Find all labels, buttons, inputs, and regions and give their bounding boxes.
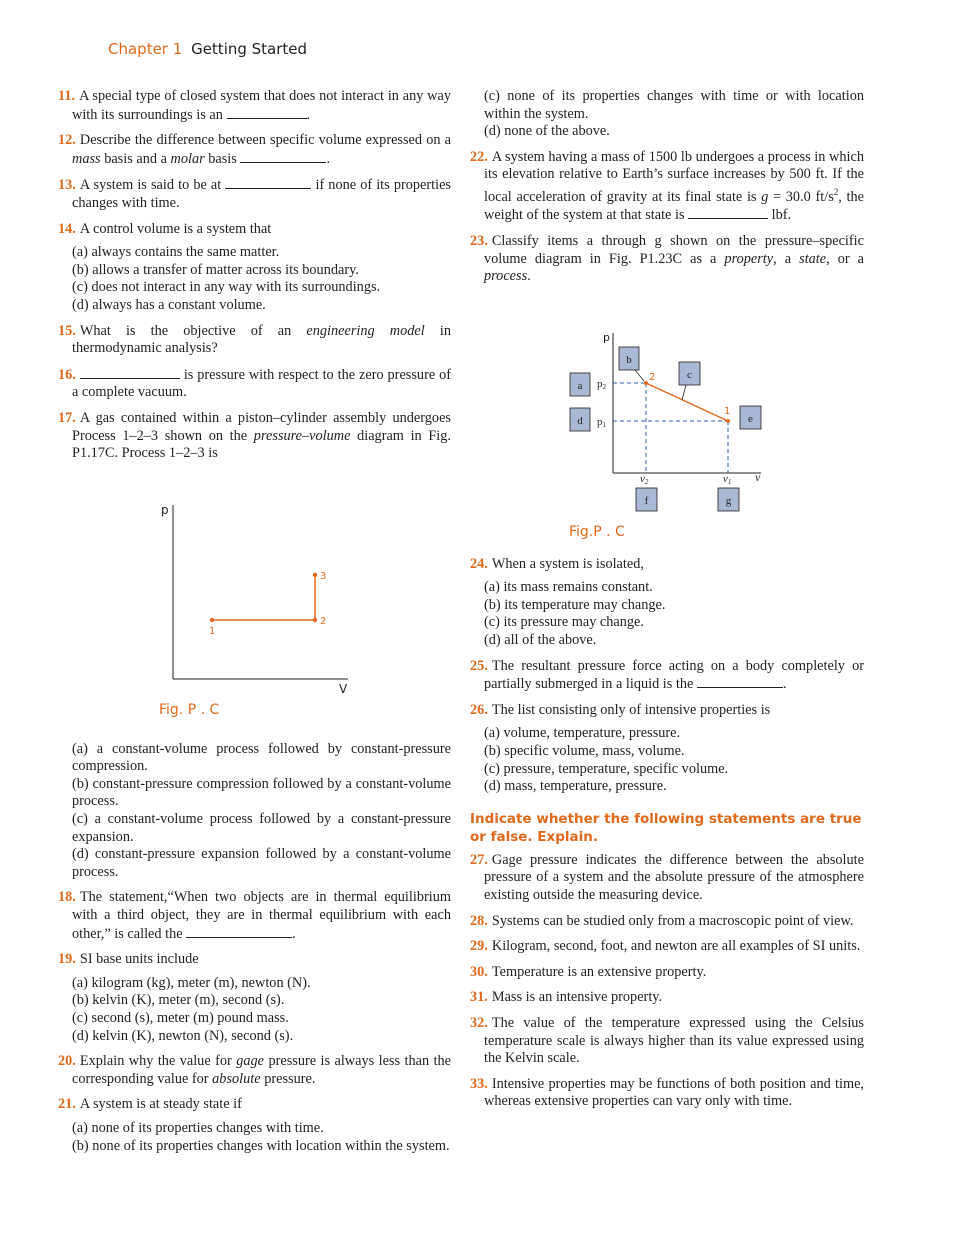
question-21: 21. A system is at steady state if <box>58 1096 242 1113</box>
question-11: 11. A special type of closed system that does not interact in any way with its surroundings is an . <box>58 88 451 123</box>
true-false-heading: Indicate whether the following statements are true or false. Explain. <box>470 810 862 845</box>
svg-text:g: g <box>725 494 732 507</box>
fig17-state-1-point <box>210 617 214 621</box>
fig23-state-1-point <box>726 419 730 423</box>
answer-blank <box>186 925 292 938</box>
fig23-state-1-label: 1 <box>724 405 731 417</box>
option-c: (c) pressure, temperature, specific volume. <box>484 760 729 777</box>
fig23-box-a <box>570 373 590 396</box>
question-16: 16. is pressure with respect to the zero pressure of a complete vacuum. <box>58 366 452 401</box>
option-b: (b) allows a transfer of matter across its boundary. <box>72 261 359 278</box>
fig23-p1-tick: p1 <box>597 415 606 429</box>
option-d: (d) none of the above. <box>484 123 610 140</box>
option-d: (d) mass, temperature, pressure. <box>484 778 667 795</box>
fig23-caption: Fig.P . C <box>569 523 625 540</box>
question-18: 18. The statement,“When two objects are in thermal equilibrium with a third object, they are in thermal equilibrium with each other,” is called the . <box>58 889 451 942</box>
question-26-options <box>484 725 864 795</box>
question-30: 30. Temperature is an extensive property. <box>470 963 707 980</box>
question-13: 13. A system is said to be at if none of its properties changes with time. <box>58 177 451 211</box>
svg-text:a: a <box>577 379 583 392</box>
option-b: (b) its temperature may change. <box>484 596 666 613</box>
chapter-title: Getting Started <box>191 40 308 58</box>
question-27: 27. Gage pressure indicates the difference between the absolute pressure of a system and the absolute pressure of the atmosphere existing outside the measuring device. <box>470 851 864 904</box>
answer-blank <box>225 176 311 189</box>
option-b: (b) none of its properties changes with location within the system. <box>72 1137 450 1154</box>
option-a: (a) none of its properties changes with time. <box>72 1119 324 1136</box>
svg-text:f: f <box>644 494 649 507</box>
question-26: 26. The list consisting only of intensive properties is <box>470 701 771 718</box>
answer-blank <box>697 675 783 688</box>
question-15: 15. What is the objective of an engineering model in thermodynamic analysis? <box>58 322 451 357</box>
question-24-options <box>484 579 864 649</box>
question-17: 17. A gas contained within a piston–cylinder assembly undergoes Process 1–2–3 shown on the pressure–volume diagram in Fig. P1.17C. Process 1–2–3 is <box>58 409 451 462</box>
left-column <box>58 88 451 1163</box>
fig23-box-d <box>570 408 590 431</box>
fig23-state-2-point <box>644 381 648 385</box>
question-21-options-part2 <box>484 88 864 141</box>
fig23-x-label: v <box>755 469 761 484</box>
answer-blank <box>227 106 307 119</box>
svg-text:b: b <box>626 353 632 366</box>
answer-blank <box>240 150 326 163</box>
option-d: (d) kelvin (K), newton (N), second (s). <box>72 1027 294 1044</box>
fig23-v1-tick: v1 <box>723 472 732 486</box>
question-28: 28. Systems can be studied only from a macroscopic point of view. <box>470 912 854 929</box>
option-c: (c) none of its properties changes with time or with location within the system. <box>484 88 864 122</box>
fig23-p2-tick: p2 <box>597 377 606 391</box>
option-d: (d) all of the above. <box>484 632 597 649</box>
fig17-state-2-label: 2 <box>320 615 327 627</box>
question-14-options <box>72 244 451 314</box>
option-c: (c) its pressure may change. <box>484 614 644 631</box>
fig17-state-2-point <box>313 617 317 621</box>
fig23-state-2-label: 2 <box>649 371 656 383</box>
question-32: 32. The value of the temperature expressed using the Celsius temperature scale is always higher than its value expressed using the Kelvin scale. <box>470 1014 864 1067</box>
question-19-options <box>72 975 451 1045</box>
fig23-v2-tick: v2 <box>640 472 649 486</box>
option-d: (d) constant-pressure expansion followed by a constant-volume process. <box>72 846 451 880</box>
question-21-options-part1 <box>72 1120 451 1155</box>
option-c: (c) a constant-volume process followed by a constant-pressure expansion. <box>72 811 451 845</box>
figure-p123c <box>470 286 864 556</box>
svg-text:c: c <box>687 368 692 381</box>
fig23-box-f <box>636 488 657 511</box>
right-column <box>470 88 864 1119</box>
fig23-y-label: p <box>603 330 610 344</box>
fig23-process-line <box>646 383 731 421</box>
page-header <box>108 40 307 58</box>
option-b: (b) kelvin (K), meter (m), second (s). <box>72 992 285 1009</box>
fig23-box-b <box>619 347 639 370</box>
option-b: (b) specific volume, mass, volume. <box>484 743 685 760</box>
question-31: 31. Mass is an intensive property. <box>470 989 663 1006</box>
question-12: 12. Describe the difference between specific volume expressed on a mass basis and a molar basis . <box>58 132 451 167</box>
fig17-y-label: p <box>161 502 169 517</box>
fig23-box-g <box>718 488 739 511</box>
option-a: (a) a constant-volume process followed by constant-pressure compression. <box>72 740 451 775</box>
option-a: (a) its mass remains constant. <box>484 579 653 596</box>
option-c: (c) does not interact in any way with its surroundings. <box>72 279 381 296</box>
question-29: 29. Kilogram, second, foot, and newton are all examples of SI units. <box>470 938 861 955</box>
answer-blank <box>80 366 180 379</box>
fig23-box-b-leader <box>635 370 644 381</box>
question-17-options <box>72 741 451 882</box>
option-a: (a) kilogram (kg), meter (m), newton (N). <box>72 974 311 991</box>
answer-blank <box>688 206 768 219</box>
option-a: (a) always contains the same matter. <box>72 244 280 261</box>
question-22: 22. A system having a mass of 1500 lb undergoes a process in which its elevation relative to Earth’s surface increases by 500 ft. If the local acceleration of gravity at its final state is g = 30.0 $ft/s^2$, the weight of the system at that state is lbf. <box>470 148 864 224</box>
question-24: 24. When a system is isolated, <box>470 555 644 572</box>
fig17-state-3-label: 3 <box>320 570 327 582</box>
fig17-x-label: V <box>339 681 348 696</box>
fig17-caption: Fig. P . C <box>159 701 220 718</box>
fig23-box-c-leader <box>682 385 686 400</box>
figure-p117c <box>58 463 451 733</box>
question-19: 19. SI base units include <box>58 951 199 968</box>
question-20: 20. Explain why the value for gage pressure is always less than the corresponding value for absolute pressure. <box>58 1053 452 1087</box>
svg-text:d: d <box>577 414 583 427</box>
question-23: 23. Classify items a through g shown on the pressure–specific volume diagram in Fig. P1.23C as a property, a state, or a process. <box>470 232 865 285</box>
svg-text:e: e <box>748 412 753 425</box>
question-33: 33. Intensive properties may be functions of both position and time, whereas extensive properties can vary only with time. <box>470 1075 864 1110</box>
fig17-state-3-point <box>313 572 317 576</box>
fig23-box-e <box>740 406 761 429</box>
question-14: 14. A control volume is a system that <box>58 220 272 237</box>
option-c: (c) second (s), meter (m) pound mass. <box>72 1010 289 1026</box>
chapter-label: Chapter 1 <box>108 40 183 58</box>
option-b: (b) constant-pressure compression followed by a constant-volume process. <box>72 775 451 810</box>
fig23-box-c <box>679 362 700 385</box>
option-a: (a) volume, temperature, pressure. <box>484 725 681 742</box>
option-d: (d) always has a constant volume. <box>72 296 266 313</box>
fig17-state-1-label: 1 <box>209 625 216 637</box>
fig17-process-line <box>212 575 315 620</box>
question-25: 25. The resultant pressure force acting on a body completely or partially submerged in a liquid is the . <box>470 657 864 693</box>
